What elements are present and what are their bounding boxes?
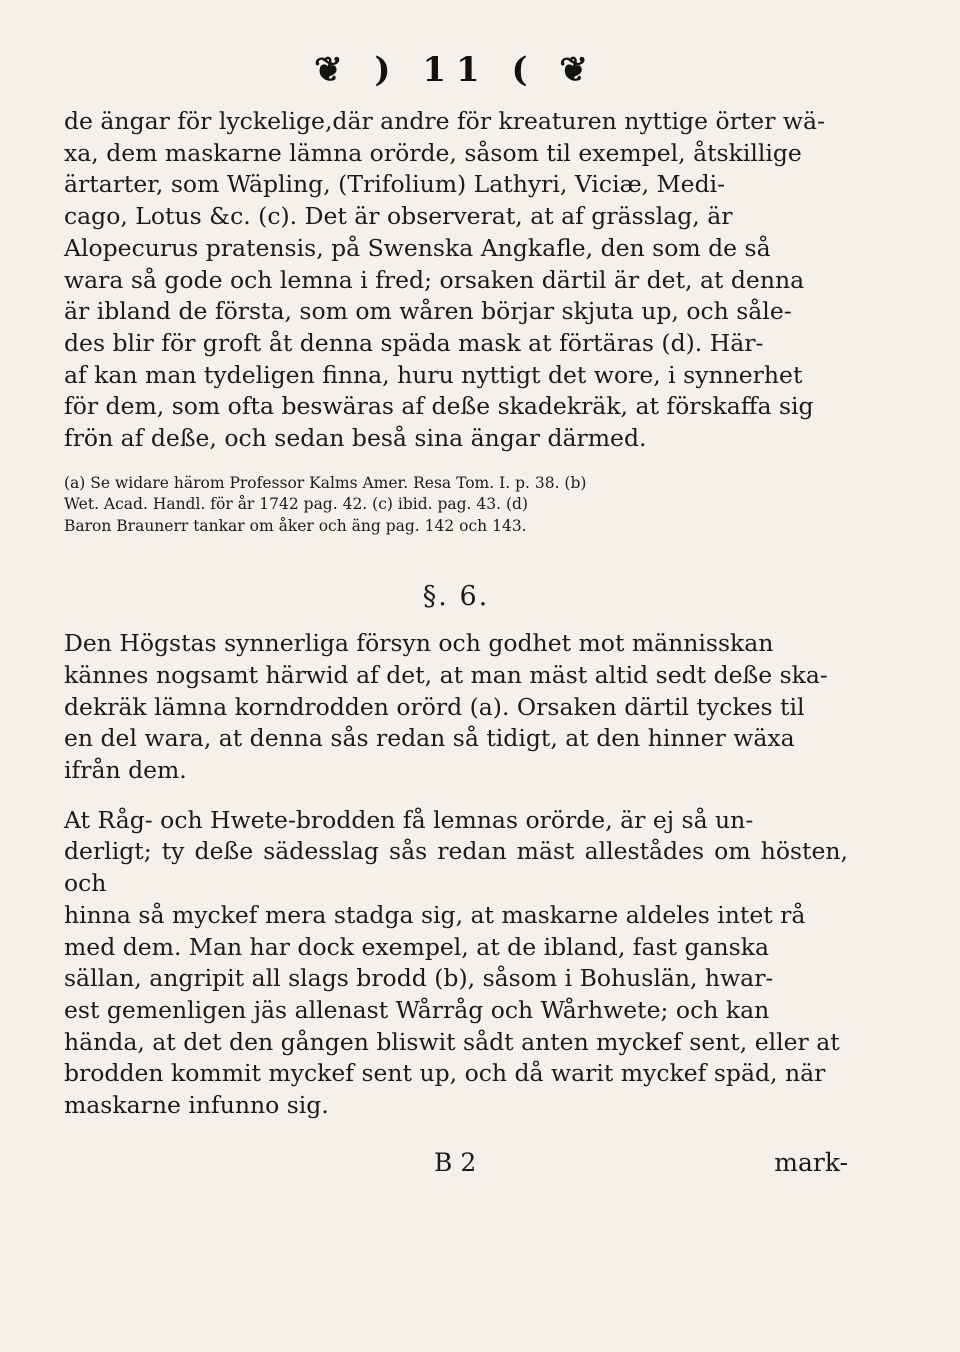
footnotes: (a) Se widare härom Professor Kalms Amer. Resa Tom. I. p. 38. (b) Wet. Acad. Handl. för år 1742 pag. 42. (c) ibid. pag. 43. (d) Baron Braunerr tankar om åker och äng pag. 142 och 143. [64,473,587,535]
signature-mark: B 2 [434,1147,477,1177]
paragraph-providence: Den Högstas synnerliga försyn och godhet mot männisskan kännes nogsamt härwid af det, at man mäst altid sedt deße ska- dekräk lämna korndrodden orörd (a). Orsaken därtil tyckes til en del wara, at denna sås redan så tidigt, at den hinner wäxa ifrån dem. [64,629,828,785]
paragraph-rye-wheat: At Råg- och Hwete-brodden få lemnas orörde, är ej så un- derligt; ty deße sädesslag sås redan mäst allestådes om hösten, och hinna så myckef mera stadga sig, at maskarne aldeles intet rå med dem. Man har dock exempel, at de ibland, fast ganska sällan, angripit all slags brodd (b), såsom i Bohuslän, hwar- est gemenligen jäs allenast Wårråg och Wårhwete; och kan hända, at det den gången bliswit sådt anten myckef sent, eller at brodden kommit myckef sent up, och då warit myckef späd, när maskarne infunno sig. [64,805,848,1120]
page-header [64,44,848,96]
page-number: ❦ ) 11 ( ❦ [314,50,598,90]
page-footer [64,1148,848,1177]
section-heading: §. 6. [422,581,490,613]
catchword: mark- [774,1147,848,1177]
paragraph-continuation: de ängar för lyckelige,där andre för kreaturen nyttige örter wä- xa, dem maskarne lämna orörde, såsom til exempel, åtskillige ärtarter, som Wäpling, (Trifolium) Lathyri, Viciæ, Medi- cago, Lotus &c. (c). Det är observerat, at af grässlag, är Alopecurus pratensis, på Swenska Angkafle, den som de så wara så gode och lemna i fred; orsaken därtil är det, at denna är ibland de första, som om wåren börjar skjuta up, och såle- des blir för groft åt denna späda mask at förtäras (d). Här- af kan man tydeligen finna, huru nyttigt det wore, i synnerhet för dem, som ofta beswäras af deße skadekräk, at förskaffa sig frön af deße, och sedan beså sina ängar därmed. [64,107,825,453]
